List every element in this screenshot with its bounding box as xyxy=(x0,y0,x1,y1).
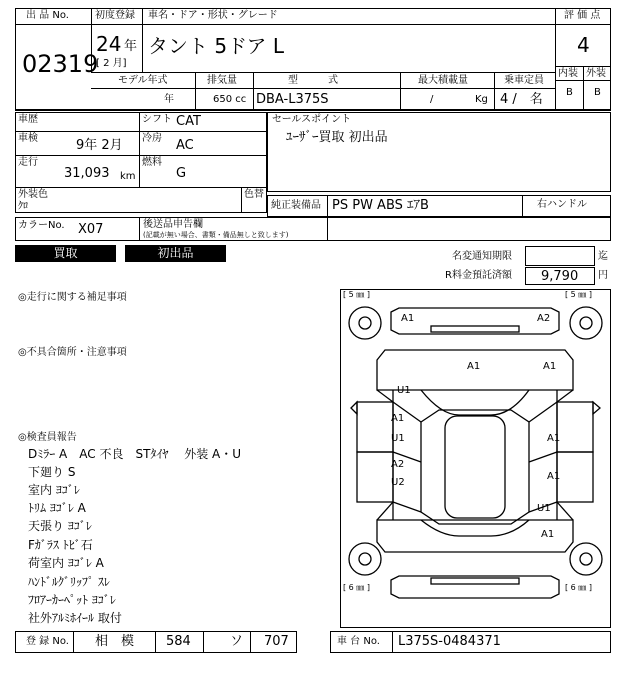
interior-score: B xyxy=(566,87,573,98)
color-change-label: 色替 xyxy=(244,189,264,200)
reg-no-label: 登 録 No. xyxy=(26,636,69,647)
reg-kana: ソ xyxy=(230,634,244,649)
fuel: G xyxy=(176,166,187,181)
reg-area: 相 模 xyxy=(95,634,135,649)
lot-no-label: 出 品 No. xyxy=(26,10,69,21)
mark-right-quarter-2: A1 xyxy=(541,529,555,540)
recycle-label: R料金預託済額 xyxy=(445,270,512,281)
tire-front-right xyxy=(570,307,602,339)
recycle-unit: 円 xyxy=(598,270,608,281)
inspector-line: Dﾐﾗｰ A AC 不良 STﾀｲﾔ 外装 A・U xyxy=(28,447,242,461)
model-year-label: モデル年式 xyxy=(118,75,168,86)
exterior-label: 外装 xyxy=(586,68,606,79)
name-change-unit: 迄 xyxy=(598,251,608,262)
badge-first-listing: 初出品 xyxy=(125,245,226,262)
color-no-label: カラーNo. xyxy=(18,220,65,231)
mark-left-fender: U1 xyxy=(397,385,411,396)
tire-rear-left xyxy=(349,543,381,575)
chassis: L375S-0484371 xyxy=(398,634,501,649)
displacement: 650 cc xyxy=(213,94,247,105)
interior-label: 内装 xyxy=(558,68,578,79)
mileage: 31,093 xyxy=(64,166,110,181)
shift: CAT xyxy=(176,114,201,129)
inspector-line: ﾊﾝﾄﾞﾙｸﾞﾘｯﾌﾟ ｽﾚ xyxy=(28,575,110,589)
inspector-line: 室内 ﾖｺﾞﾚ xyxy=(28,483,80,497)
car-diagram xyxy=(340,289,611,628)
sales-point-label: セールスポイント xyxy=(272,114,352,125)
mark-right-front-door: A1 xyxy=(547,433,561,444)
name-change-field xyxy=(525,246,595,266)
sales-point: ﾕｰｻﾞｰ買取 初出品 xyxy=(286,130,388,145)
color-label: 外装色 xyxy=(18,189,48,200)
max-load: / xyxy=(430,94,434,105)
inspector-line: 荷室内 ﾖｺﾞﾚ A xyxy=(28,556,104,570)
inspector-line: 天張り ﾖｺﾞﾚ xyxy=(28,519,92,533)
fuel-label: 燃料 xyxy=(142,157,162,168)
mark-right-quarter-1: U1 xyxy=(537,503,551,514)
inspector-line: 社外ｱﾙﾐﾎｲｰﾙ 取付 xyxy=(28,611,122,625)
shift-label: シフト xyxy=(142,114,172,125)
tire-rear-left-depth: [ 6 ㎜ ] xyxy=(343,583,370,592)
inspector-line: 下廻り S xyxy=(28,465,76,479)
model: DBA-L375S xyxy=(256,92,329,107)
mark-left-rear-door-1: A2 xyxy=(391,459,405,470)
inspection-label: 車検 xyxy=(18,133,38,144)
color-no-box xyxy=(15,217,611,241)
equipment-label: 純正装備品 xyxy=(271,200,321,211)
car-name: タント 5ドア L xyxy=(148,34,284,58)
specs-box xyxy=(15,112,267,213)
driving-notes-label: ◎走行に関する補足事項 xyxy=(18,292,127,303)
color: ｸﾛ xyxy=(18,201,28,212)
score: 4 xyxy=(577,33,590,57)
mark-right-rear-door: A1 xyxy=(547,471,561,482)
max-load-label: 最大積載量 xyxy=(418,75,468,86)
right-rear-door xyxy=(557,452,593,502)
mark-front-bumper-left: A1 xyxy=(401,313,415,324)
lot-no: 02319 xyxy=(22,50,99,78)
inspection: 9年 2月 xyxy=(76,138,123,153)
equipment: PS PW ABS ｴｱB xyxy=(332,198,429,213)
first-reg-year-unit: 年 xyxy=(124,39,138,54)
left-front-door xyxy=(357,402,393,452)
score-label: 評 価 点 xyxy=(564,10,601,21)
reg-num: 707 xyxy=(264,634,289,649)
tire-front-left xyxy=(349,307,381,339)
car-name-label: 車名・ドア・形状・グレード xyxy=(148,10,278,21)
mileage-label: 走行 xyxy=(18,157,38,168)
reg-class: 584 xyxy=(166,634,191,649)
mark-left-front-door-1: A1 xyxy=(391,413,405,424)
first-reg-year: 24 xyxy=(96,32,122,56)
mark-left-front-door-2: U1 xyxy=(391,433,405,444)
model-label: 型 式 xyxy=(288,75,338,86)
docs-label: 後送品申告欄 xyxy=(143,219,203,230)
history-label: 車歴 xyxy=(18,114,38,125)
inspector-line: Fｶﾞﾗｽ ﾄﾋﾞ石 xyxy=(28,538,93,552)
capacity-label: 乗車定員 xyxy=(504,75,544,86)
roof xyxy=(421,410,529,524)
capacity: 4 / 名 xyxy=(500,92,543,107)
first-reg-month: [ 2 月] xyxy=(96,58,127,69)
tire-front-left-depth: [ 5 ㎜ ] xyxy=(343,290,370,299)
inspector-line: ﾄﾘﾑ ﾖｺﾞﾚ A xyxy=(28,501,86,515)
tire-rear-right-depth: [ 6 ㎜ ] xyxy=(565,583,592,592)
badge-kaitori: 買取 xyxy=(15,245,116,262)
ac: AC xyxy=(176,138,194,153)
chassis-label: 車 台 No. xyxy=(337,636,380,647)
recycle: 9,790 xyxy=(541,269,579,284)
model-year-unit: 年 xyxy=(164,94,174,105)
mark-front-bumper-right: A2 xyxy=(537,313,551,324)
rear-bumper xyxy=(391,576,559,598)
defects-label: ◎不具合箇所・注意事項 xyxy=(18,347,127,358)
mileage-unit: km xyxy=(120,171,136,182)
left-rear-door xyxy=(357,452,393,502)
ac-label: 冷房 xyxy=(142,133,162,144)
inspector-label: ◎検査員報告 xyxy=(18,432,77,443)
mark-right-fender: A1 xyxy=(543,361,557,372)
mark-left-rear-door-2: U2 xyxy=(391,477,405,488)
tire-rear-right xyxy=(570,543,602,575)
max-load-unit: Kg xyxy=(475,94,488,105)
displacement-label: 排気量 xyxy=(207,75,237,86)
inspector-line: ﾌﾛｱｰｶｰﾍﾟｯﾄ ﾖｺﾞﾚ xyxy=(28,593,116,607)
mark-hood: A1 xyxy=(467,361,481,372)
color-no: X07 xyxy=(78,222,104,237)
docs-note: (記載が無い場合、書類・備品無しと致します) xyxy=(143,231,289,239)
tire-front-right-depth: [ 5 ㎜ ] xyxy=(565,290,592,299)
exterior-score: B xyxy=(594,87,601,98)
right-front-door xyxy=(557,402,593,452)
name-change-label: 名変通知期限 xyxy=(452,251,512,262)
first-reg-label: 初度登録 xyxy=(95,10,135,21)
steering: 右ハンドル xyxy=(537,199,587,210)
front-bumper xyxy=(391,308,559,334)
